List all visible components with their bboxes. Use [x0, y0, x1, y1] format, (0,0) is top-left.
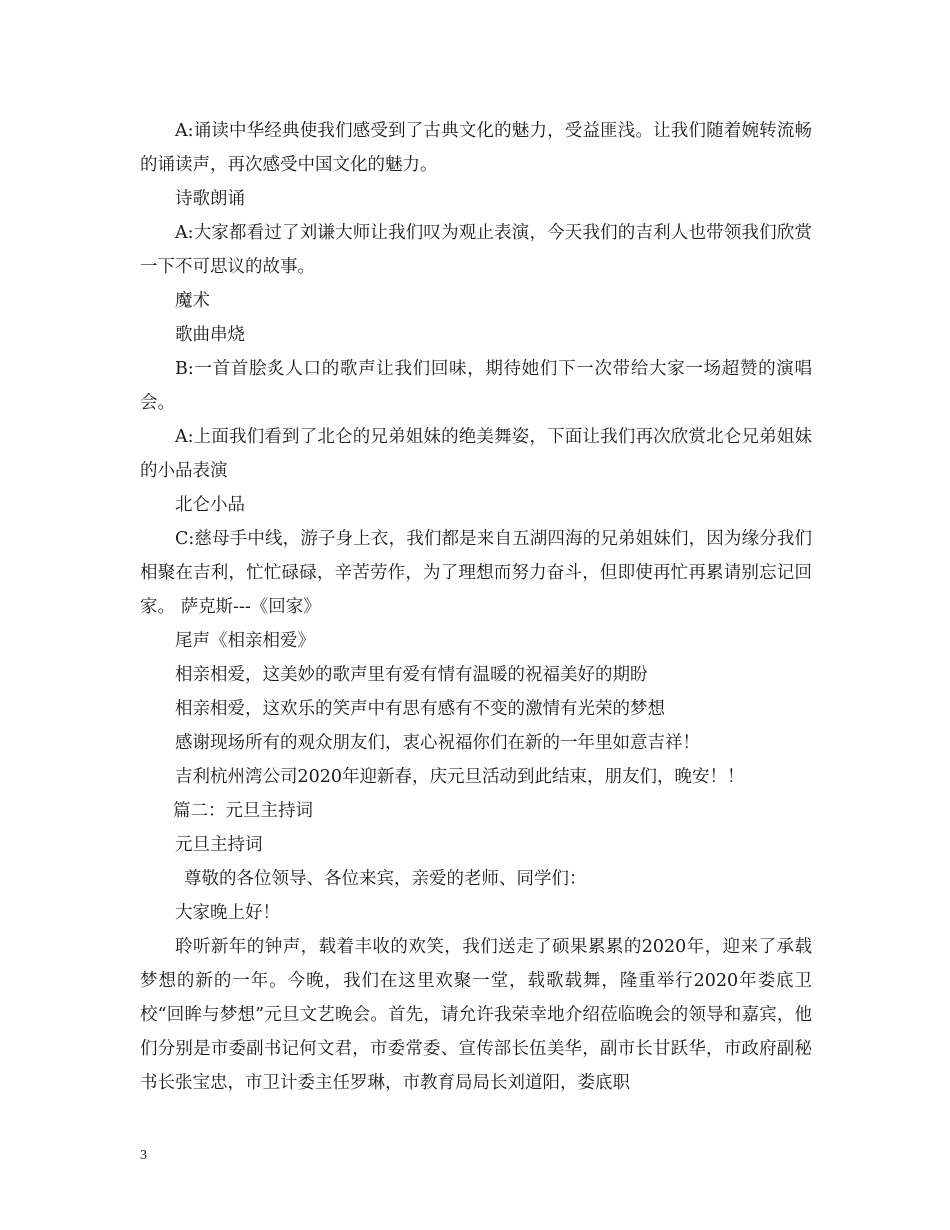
paragraph-greeting: 大家晚上好！ [175, 903, 280, 923]
program-item-skit: 北仑小品 [175, 495, 245, 515]
paragraph-skit-intro: A:上面我们看到了北仑的兄弟姐妹的绝美舞姿，下面让我们再次欣赏北仑兄弟姐妹的小品表演 [140, 427, 812, 481]
paragraph-opening-speech: 聆听新年的钟声，载着丰收的欢笑，我们送走了硕果累累的2020年，迎来了承载梦想的新的一年。今晚，我们在这里欢聚一堂，载歌载舞，隆重举行2020年娄底卫校“回眸与梦想”元旦文艺晚会。首先，请允许我荣幸地介绍莅临晚会的领导和嘉宾，他们分别是市委副书记何文君，市委常委、宣传部长伍美华，副市长甘跃华，市政府副秘书长张宝忠，市卫计委主任罗琳，市教育局局长刘道阳，娄底职 [140, 937, 812, 1093]
paragraph-magic-intro: A:大家都看过了刘谦大师让我们叹为观止表演，今天我们的吉利人也带领我们欣赏一下不可思议的故事。 [140, 223, 812, 277]
section-title: 元旦主持词 [175, 835, 263, 855]
page-number: 3 [140, 1148, 147, 1163]
paragraph-thanks: 感谢现场所有的观众朋友们，衷心祝福你们在新的一年里如意吉祥！ [175, 733, 700, 753]
paragraph-saxophone-intro: C:慈母手中线，游子身上衣，我们都是来自五湖四海的兄弟姐妹们，因为缘分我们相聚在吉利，忙忙碌碌，辛苦劳作，为了理想而努力奋斗，但即使再忙再累请别忘记回家。 萨克斯---《回家》 [140, 529, 812, 617]
paragraph-lyric-line-1: 相亲相爱，这美妙的歌声里有爱有情有温暖的祝福美好的期盼 [175, 665, 648, 685]
program-item-magic: 魔术 [175, 291, 210, 311]
paragraph-closing: 吉利杭州湾公司2020年迎新春，庆元旦活动到此结束，朋友们，晚安！！ [175, 767, 745, 787]
paragraph-song-outro: B:一首首脍炙人口的歌声让我们回味，期待她们下一次带给大家一场超赞的演唱会。 [140, 359, 812, 413]
program-item-poetry: 诗歌朗诵 [175, 189, 245, 209]
paragraph-lyric-line-2: 相亲相爱，这欢乐的笑声中有思有感有不变的激情有光荣的梦想 [175, 699, 665, 719]
program-item-song-medley: 歌曲串烧 [175, 325, 245, 345]
program-item-finale: 尾声《相亲相爱》 [175, 631, 315, 651]
paragraph-recitation-intro: A:诵读中华经典使我们感受到了古典文化的魅力，受益匪浅。让我们随着婉转流畅的诵读声，再次感受中国文化的魅力。 [140, 121, 812, 175]
section-heading: 篇二：元旦主持词 [173, 801, 313, 821]
paragraph-salutation: 尊敬的各位领导、各位来宾，亲爱的老师、同学们： [184, 869, 587, 889]
document-body [140, 114, 812, 1100]
